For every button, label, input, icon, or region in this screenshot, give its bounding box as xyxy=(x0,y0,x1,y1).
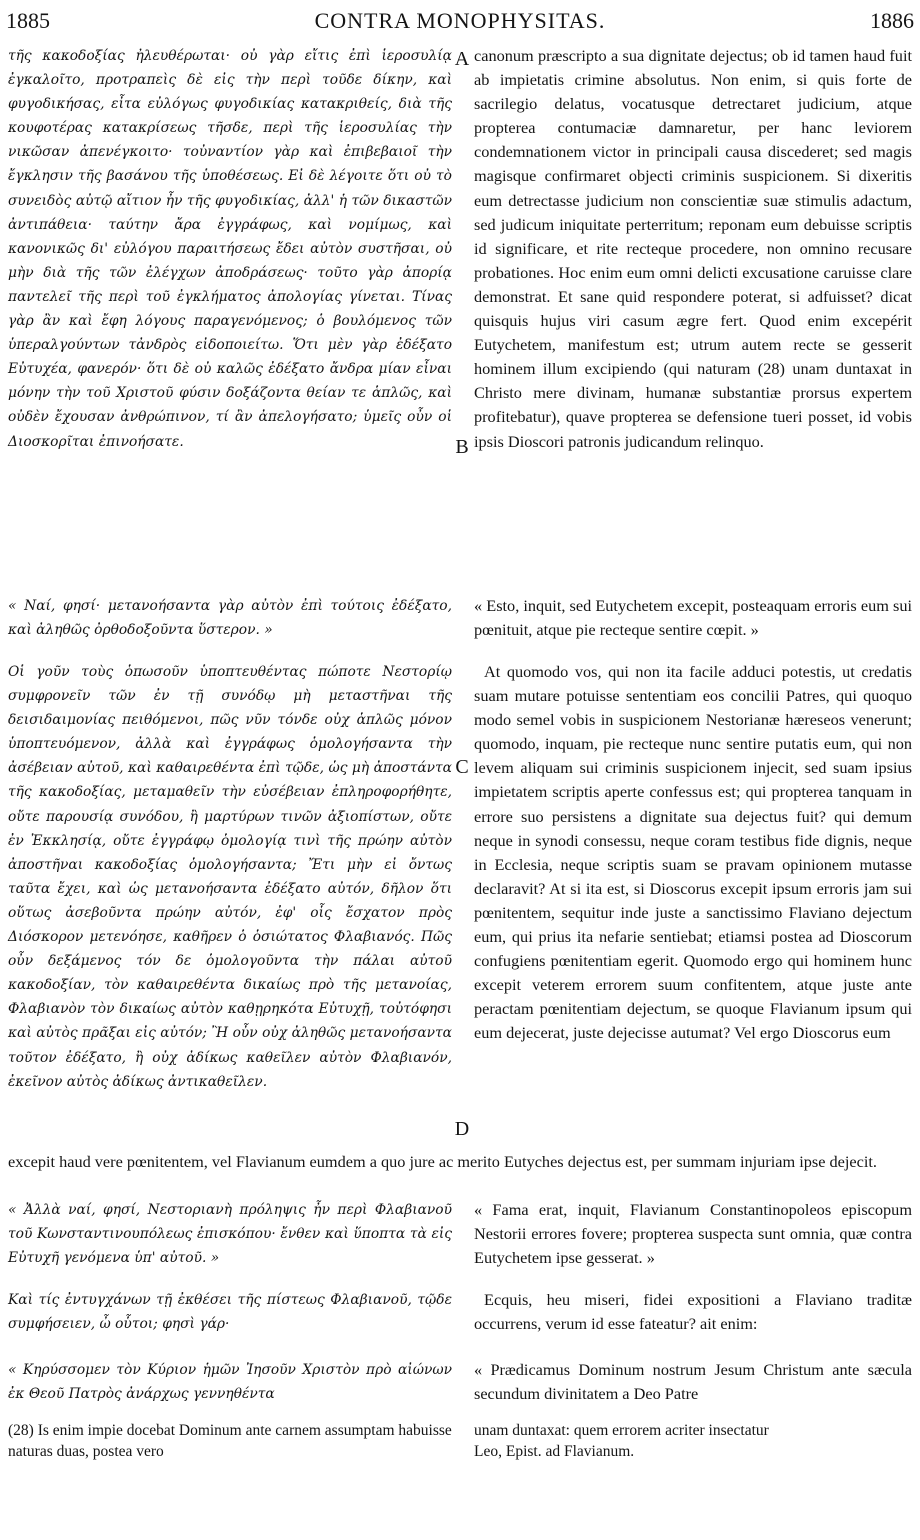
latin-text-3: At quomodo vos, qui non ita facile adduci potestis, ut credatis suam mutare potuisse sententiam eos concilii Patres, qui quoquo modo semel vobis in suspicionem Nestorianæ hæreseos venerunt; quomodo, inquam, pie recteque nunc sentire putatis eum, qui non levem aliquam sui criminis suspicionem injecit, sed suam ipsius impietatem scriptis aperte confessus est; qui propterea tanquam in errore suo persistens a dignitate sua dejectus fuit? qui demum neque in synodi consessu, neque coram testibus fide dignis, neque in Ecclesia, neque scriptis suam se pravam opinionem mutasse declaravit? At si ita est, si Dioscorus excepit ipsum erroris jam sui pœnitentem, sequitur inde juste a sanctissimo Flaviano dejectum eum, qui prius ita nefarie sentiebat; etiamsi postea ad Dioscorum confugiens pœnitentiam egerit. Quomodo ergo qui hominem hunc excepit veterem errorem suum confitentem, atque juste ante peractam pœnitentiam dejectum, se quoque Flavianum ipsum qui eum dejecerat, juste dejecisse autumat? Vel ergo Dioscorus eum xyxy=(474,662,912,1043)
greek-paragraph-6 xyxy=(8,1358,452,1406)
latin-paragraph-4 xyxy=(474,1198,912,1270)
footnote-left xyxy=(8,1420,452,1462)
latin-paragraph-6 xyxy=(474,1358,912,1406)
page-header xyxy=(6,8,914,42)
latin-paragraph-1 xyxy=(474,44,912,454)
latin-paragraph-3 xyxy=(474,660,912,1046)
latin-text-1: canonum præscripto a sua dignitate dejectus; ob id tamen haud fuit ab impietatis crimine absolutus. Non enim, si quis forte de sacrilegio delatus, vocatusque detrectaret judicium, atque propterea contumaciæ damnaretur, per hanc leviorem condemnationem victor in principali causa discederet; sed magis magisque confirmaret objecti criminis suspicionem. Si dixeritis eum detrectasse judicium non conscientiæ suæ stimulis adactum, sed judicum iniquitate perterritum; reponam eum debuisse scriptis id significare, et rite recteque procedere, non omnino recusare probationes. Hoc enim eum omni delicti excusatione caruisse clare demonstrat. Et sane quid respondere poterat, si adfuisset? dicat quisquis hujus viri casum ægre fert. Quod enim excepérit Eutychetem, manifestum est; utrum autem recte se gesserit hominem illum excipiendo (qui naturam (28) unam duntaxat in Christo mere divinam, humanæ substantiæ prorsus expertem profitebatur), quave propterea se defensione tueri posset, id vobis ipsis Dioscori patronis judicandum relinquo. xyxy=(474,46,912,451)
page-number-right: 1886 xyxy=(870,8,914,33)
margin-marker-b: B xyxy=(455,436,469,458)
greek-paragraph-1 xyxy=(8,44,452,454)
greek-text-3: Οἱ γοῦν τοὺς ὁπωσοῦν ὑποπτευθέντας πώποτε Νεστορίῳ συμφρονεῖν τῶν ἐν τῇ συνόδῳ μὴ μεταστῆναι τῆς δεισιδαιμονίας πειθόμενοι, πῶς νῦν τόνδε οὐχ ἁπλῶς μόνον ὑποπτευόμενον, ἀλλὰ καὶ ἐγγράφως ὁμολογήσαντα τὴν ἀσέβειαν αὐτοῦ, καὶ καθαιρεθέντα ἐπὶ τῷδε, ὡς μὴ ἀποστάντα τῆς κακοδοξίας, μεταμαθεῖν τὴν εὐσέβειαν ἐπληροφορήθητε, οὔτε παρουσίᾳ συνόδου, ἢ μαρτύρων τινῶν ἀξιοπίστων, οὔτε ἐν Ἐκκλησίᾳ, οὔτε ἐγγράφῳ ὁμολογίᾳ τινὶ τῆς πρώην αὐτὸν ἀποστῆναι κακοδοξίας ὁμολογήσαντα; Ἔτι μὴν εἰ ὄντως ταῦτα ἔχει, καὶ ὡς μετανοήσαντα ἐδέξατο αὐτόν, δῆλον ὅτι οὕτως ἀσεβοῦντα πρώην αὐτόν, ἐφ' οἷς ἔσχατον πρὸς Διόσκορον μετενόησε, καθῆρεν ὁ ὁσιώτατος Φλαβιανός. Πῶς οὖν δεξάμενος τόν δε ὁμολογοῦντα τὴν πάλαι αὐτοῦ κακοδοξίαν, τὸν καθαιρεθέντα δικαίως πρὸ τῆς μετανοίας, Φλαβιανὸν τὸν δικαίως αὐτὸν καθῃρηκότα Εὐτυχῇ, τοὐτόφησι καὶ αὐτὸς πρᾶξαι εἰς αὐτόν; Ἢ οὖν οὐχ ἀληθῶς μετανοήσαντα τοῦτον ἐδέξατο, ἢ οὐχ ἀδίκως καθεῖλεν αὐτὸν Φλαβιανόν, ἐκεῖνον αὐτὸς ἀδίκως ἀντικαθεῖλεν. xyxy=(8,664,452,1090)
greek-paragraph-4 xyxy=(8,1198,452,1270)
latin-continuation-text: excepit haud vere pœnitentem, vel Flavianum eumdem a quo jure ac merito Eutyches dejectus est, per summam injuriam ipse dejecit. xyxy=(8,1152,877,1171)
greek-paragraph-3 xyxy=(8,660,452,1094)
latin-text-4: « Fama erat, inquit, Flavianum Constantinopoleos episcopum Nestorii errores fovere; propterea suspecta sunt omnia, quæ contra Eutychetem ipse gesserat. » xyxy=(474,1200,912,1268)
latin-paragraph-2 xyxy=(474,594,912,642)
greek-paragraph-5 xyxy=(8,1288,452,1336)
latin-text-2: « Esto, inquit, sed Eutychetem excepit, posteaquam erroris eum sui pœnituit, atque pie recteque sentire cœpit. » xyxy=(474,596,912,640)
latin-paragraph-5 xyxy=(474,1288,912,1336)
greek-text-4: « Ἀλλὰ ναί, φησί, Νεστοριανὴ πρόληψις ἦν περὶ Φλαβιανοῦ τοῦ Κωνσταντινουπόλεως ἐπισκόπου· ἔνθεν καὶ ὕποπτα τὰ εἰς Εὐτυχῆ γενόμενα ὑπ' αὐτοῦ. » xyxy=(8,1202,452,1267)
footnote-right-line-2: Leo, Epist. ad Flavianum. xyxy=(474,1443,635,1460)
margin-marker-c: C xyxy=(455,756,469,778)
footnote-right xyxy=(474,1420,912,1462)
margin-marker-a: A xyxy=(454,48,470,70)
page-number-left: 1885 xyxy=(6,8,50,33)
greek-text-1: τῆς κακοδοξίας ἠλευθέρωται· οὐ γὰρ εἴτις ἐπὶ ἱεροσυλίᾳ ἐγκαλοῖτο, προτραπεὶς δὲ εἰς τὴν περὶ τοῦδε δίκην, καὶ φυγοδικήσας, εἶτα εὐλόγως φυγοδικίας κατακριθείς, διὰ τῆς κουφοτέρας κατακρίσεως τῆσδε, περὶ τῆς ἱεροσυλίας τὴν νικῶσαν ἀπενέγκοιτο· τοὐναντίον γὰρ καὶ ἐπιβεβαιοῖ τὴν ἔγκλησιν τῆς βασάνου τῆς ὑποθέσεως. Εἰ δὲ λέγοιτε ὅτι οὐ τὸ συνειδὸς αὐτῷ αἴτιον ἦν τῆς φυγοδικίας, ἀλλ' ἡ τῶν δικαστῶν ἀντιπάθεια· ταύτην ἄρα ἐγγράφως, καὶ νομίμως, καὶ κανονικῶς δι' εὐλόγου παραιτήσεως ἔδει αὐτὸν συστῆσαι, οὐ μὴν διὰ τῆς τῶν ἐλέγχων ἀποδράσεως· τοῦτο γὰρ ἀπορίᾳ παντελεῖ τῆς περὶ τοῦ ἐγκλήματος ἀπολογίας γίνεται. Τίνας γὰρ ἂν καὶ ἔφη λόγους παραγενόμενος; ὁ βουλόμενος τῶν ὑπεραλγούντων τἀνδρὸς εἰδοποιείτω. Ὅτι μὲν γὰρ ἐδέξατο Εὐτυχέα, φανερόν· ὅτι δὲ οὐ καλῶς ἐδέξατο ἄνδρα μίαν εἶναι μόνην τὴν τοῦ Χριστοῦ φύσιν δοξάζοντα θείαν τε ἁπλῶς, καὶ οὐδὲν ἔχουσαν ἀνθρώπινον, τί ἂν ἀπελογήσατο; ὑμεῖς οὖν οἱ Διοσκορῖται ἐπινοήσατε. xyxy=(8,48,452,450)
greek-text-6: « Κηρύσσομεν τὸν Κύριον ἡμῶν Ἰησοῦν Χριστὸν πρὸ αἰώνων ἐκ Θεοῦ Πατρὸς ἀνάρχως γεννηθέντα xyxy=(8,1362,452,1403)
greek-paragraph-2 xyxy=(8,594,452,642)
running-title: CONTRA MONOPHYSITAS. xyxy=(314,8,606,33)
footnote-left-text: (28) Is enim impie docebat Dominum ante carnem assumptam habuisse naturas duas, postea vero xyxy=(8,1422,452,1460)
latin-text-6: « Prædicamus Dominum nostrum Jesum Christum ante sæcula secundum divinitatem a Deo Patre xyxy=(474,1360,912,1404)
greek-text-2: « Ναί, φησί· μετανοήσαντα γὰρ αὐτὸν ἐπὶ τούτοις ἐδέξατο, καὶ ἀληθῶς ὀρθοδοξοῦντα ὕστερον. » xyxy=(8,598,452,639)
footnote-right-line-1: unam duntaxat: quem errorem acriter insectatur xyxy=(474,1422,769,1439)
margin-marker-d: D xyxy=(454,1118,470,1140)
latin-text-5: Ecquis, heu miseri, fidei expositioni a Flaviano traditæ occurrens, verum id esse fateatur? ait enim: xyxy=(474,1290,912,1334)
greek-text-5: Καὶ τίς ἐντυγχάνων τῇ ἐκθέσει τῆς πίστεως Φλαβιανοῦ, τῷδε συμφήσειεν, ὦ οὗτοι; φησὶ γάρ· xyxy=(8,1292,452,1333)
continuation-lines xyxy=(8,1150,912,1174)
